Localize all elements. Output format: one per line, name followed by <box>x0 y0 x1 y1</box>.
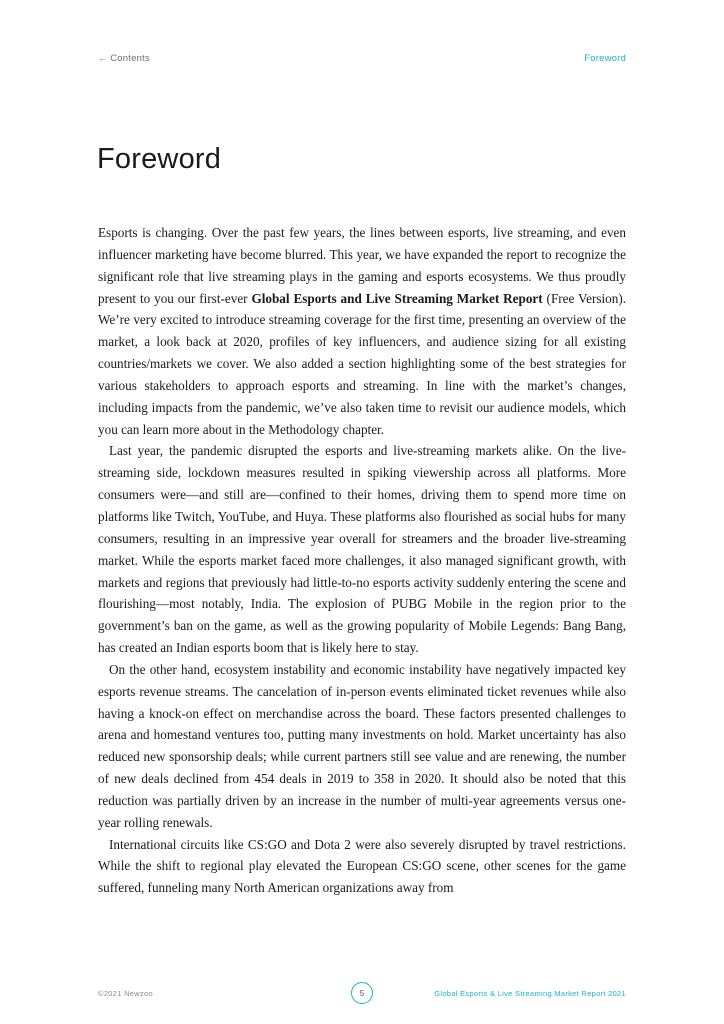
paragraph-1-rest: (Free Version). We’re very excited to introduce streaming coverage for the first time, presenting an overview of the market, a look back at 2020, profiles of key influencers, and audience sizing for all existing countries/markets we cover. We also added a section highlighting some of the best strategies for various stakeholders to approach esports and streaming. In line with the market’s changes, including impacts from the pandemic, we’ve also taken time to revisit our audience models, which you can learn more about in the Methodology chapter. <box>98 290 627 437</box>
body-text <box>98 222 626 899</box>
page-title: Foreword <box>97 143 222 175</box>
page-number-label: 5 <box>359 988 365 998</box>
paragraph-4: International circuits like CS:GO and Dota 2 were also severely disrupted by travel restrictions. While the shift to regional play elevated the European CS:GO scene, other scenes for the game suffered, funneling many North American organizations away from <box>98 836 626 896</box>
paragraph-2: Last year, the pandemic disrupted the esports and live-streaming markets alike. On the live-streaming side, lockdown measures resulted in spiking viewership across all platforms. More consumers were—and still are—confined to their homes, driving them to spend more time on platforms like Twitch, YouTube, and Huya. These platforms also flourished as social hubs for many consumers, resulting in an impressive year overall for streamers and the broader live-streaming market. While the esports market faced more challenges, it also managed significant growth, with markets and regions that previously had little-to-no esports activity suddenly entering the scene and flourishing—most notably, India. The explosion of PUBG Mobile in the region prior to the government’s ban on the game, as well as the growing popularity of Mobile Legends: Bang Bang, has created an Indian esports boom that is likely here to stay. <box>98 443 626 656</box>
report-name: Global Esports and Live Streaming Market Report <box>251 290 543 306</box>
section-label: Foreword <box>584 53 626 64</box>
paragraph-1 <box>98 222 626 440</box>
report-title: Global Esports & Live Streaming Market Report 2021 <box>434 989 626 998</box>
contents-link[interactable] <box>98 53 150 64</box>
contents-link-label: Contents <box>110 53 150 64</box>
paragraph-3: On the other hand, ecosystem instability and economic instability have negatively impacted key esports revenue streams. The cancelation of in-person events eliminated ticket revenues while also having a knock-on effect on merchandise across the board. These factors presented challenges to arena and homestand ventures too, putting many investments on hold. Market uncertainty has also reduced new sponsorship deals; while current partners still see value and are renewing, the number of new deals declined from 454 deals in 2019 to 358 in 2020. It should also be noted that this reduction was partially driven by an increase in the number of multi-year agreements versus one-year rolling renewals. <box>98 661 626 830</box>
page-number <box>351 982 373 1004</box>
copyright: ©2021 Newzoo <box>98 989 153 998</box>
back-arrow-icon: ← <box>98 53 108 63</box>
paragraph-1-intro: Esports is changing. Over the past few years, the lines between esports, live streaming, and even influencer marketing have become blurred. This year, we have expanded the report to recognize the significant role that live streaming plays in the gaming and esports ecosystems. We thus proudly present to you our first-ever <box>98 225 626 306</box>
